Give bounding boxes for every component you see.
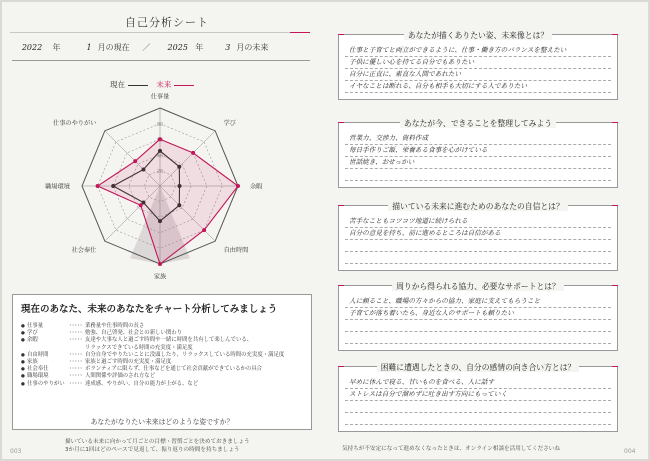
month-now: 1 [86, 43, 92, 52]
answer-line[interactable]: 世話焼き、おせっかい [345, 157, 611, 169]
reflection-box [338, 363, 618, 432]
page-number-right: 004 [624, 448, 636, 455]
series-point [158, 262, 162, 266]
reflection-box-title [339, 30, 617, 41]
answer-line[interactable]: 営業力、交渉力、資料作成 [345, 133, 611, 145]
year-future: 2025 [167, 43, 188, 52]
series-point [191, 151, 195, 155]
answer-line[interactable]: イヤなことは断れる、自分も相手も大切にする人でありたい [345, 81, 611, 93]
month-label-now: 月の現在 [97, 43, 130, 52]
month-label-future: 月の未来 [236, 43, 269, 52]
answer-lines [345, 133, 611, 181]
slash: ／ [142, 43, 151, 52]
category-item-label: ● 家族 [21, 359, 69, 366]
panel-title: 現在のあなた、未来のあなたをチャート分析してみましょう [21, 304, 278, 315]
date-row [14, 42, 310, 53]
leader-dots: ･････ [69, 366, 83, 373]
answer-lines [345, 45, 611, 93]
panel-question: あなたがなりたい未来はどのような姿ですか？ [90, 418, 234, 426]
radar-chart [42, 88, 282, 281]
leader-dots [69, 345, 85, 352]
category-item-desc: ボランティアに限らず、仕事などを通じて社会貢献ができているかの具合 [85, 366, 263, 373]
reflection-box-title [339, 281, 617, 292]
legend-future-line [174, 85, 194, 86]
series-point [96, 184, 100, 188]
category-item-desc: リラックスできている時間の充実度・満足度 [85, 344, 193, 351]
category-item-desc: 家族と過ごす時間の充実度・満足度 [85, 359, 172, 366]
category-item-label: ● 自由時間 [21, 352, 69, 359]
answer-line[interactable]: 自分に正直に、素直な人間であれたい [345, 69, 611, 81]
answer-line[interactable] [345, 169, 611, 181]
year-label: 年 [52, 43, 61, 52]
answer-lines [345, 377, 611, 425]
footer-left [65, 438, 250, 454]
answer-line[interactable]: 自分の意見を持ち、前に進めるところは自信がある [345, 228, 611, 240]
answer-line[interactable]: 早めに休んで寝る、甘いものを食べる、人に話す [345, 377, 611, 389]
category-item [21, 366, 307, 373]
category-item-label: ● 社会奉仕 [21, 366, 69, 373]
answer-line[interactable]: 子供に優しい心を持てる自分でもありたい [345, 57, 611, 69]
answer-line[interactable] [345, 413, 611, 425]
reflection-box [338, 119, 618, 188]
answer-line[interactable]: 子育てが落ち着いたら、身近な人のサポートも頼りたい [345, 308, 611, 320]
legend-future-label: 未来 [156, 80, 172, 89]
answer-line[interactable] [345, 401, 611, 413]
series-point [158, 137, 162, 141]
reflection-box [338, 31, 618, 100]
leader-dots: ･････ [69, 323, 83, 329]
category-item-desc: 自分自身でやりたいことに没頭したり、リラックスしている時間の充実度・満足度 [85, 351, 285, 358]
answer-line[interactable]: 苦手なこともコツコツ地道に続けられる [345, 216, 611, 228]
reflection-box [338, 282, 618, 351]
year-now: 2022 [21, 43, 43, 52]
legend-current-line [128, 85, 148, 86]
category-item [21, 345, 307, 352]
axis-label: 家族 [153, 273, 167, 281]
reflection-box-title [339, 118, 617, 129]
year-label-future: 年 [195, 43, 204, 52]
answer-line[interactable]: 仕事と子育てと両立ができるように、仕事・働き方のバランスを整えたい [345, 45, 611, 57]
category-item-desc: 達成感、やりがい、自分の能力が上がる、など [85, 380, 199, 387]
answer-line[interactable] [345, 332, 611, 344]
workbook-spread [2, 2, 648, 459]
category-item [21, 352, 307, 359]
answer-lines [345, 216, 611, 264]
reflection-box [338, 202, 618, 271]
leader-dots: ･････ [69, 351, 83, 358]
series-point [236, 184, 240, 188]
series-line-future [98, 139, 238, 264]
axis-label: 学び [223, 119, 237, 127]
answer-line[interactable]: 人に頼ること、職場の方々からの協力、家庭に支えてもらうこと [345, 296, 611, 308]
series-point [139, 203, 143, 207]
axis-label: 職場環境 [45, 183, 70, 191]
legend-current-label: 現在 [110, 80, 125, 89]
reflection-box-title-text: あなたが今、できることを整理してみよう [400, 119, 556, 128]
reflection-box-title [339, 201, 617, 212]
category-list [21, 323, 307, 388]
axis-label: 自由時間 [223, 247, 249, 255]
answer-line[interactable] [345, 252, 611, 264]
category-item-desc: 勉強、自己啓発、社会との新しい関わり [85, 330, 183, 337]
category-item-label: ● 仕事量 [21, 323, 69, 330]
leader-dots: ･････ [69, 359, 83, 366]
answer-line[interactable]: 毎日手作りご飯、栄養ある食事を心がけている [345, 145, 611, 157]
reflection-box-title [339, 362, 617, 373]
page-title: 自己分析シート [125, 16, 209, 29]
leader-dots: ･････ [69, 373, 83, 380]
category-item [21, 381, 307, 388]
category-item-desc: 人間関係や評価のされ方など [85, 373, 156, 380]
category-item-label: ● 仕事のやりがい [21, 381, 69, 388]
answer-line[interactable] [345, 320, 611, 332]
reflection-box-title-text: 周りから得られる協力、必要なサポートとは？ [392, 282, 564, 291]
category-item-label: ● 余暇 [21, 337, 69, 344]
reflection-box-title-text: あなたが描くありたい姿、未来像とは？ [404, 31, 552, 40]
reflection-box-title-text: 困難に遭遇したときの、自分の感情の向き合い方とは？ [377, 363, 580, 372]
category-item-desc: 業務量や仕事時間の長さ [85, 323, 145, 329]
answer-line[interactable]: ストレスは自分で溜めずに吐き出す方向にもっていく [345, 389, 611, 401]
category-item-label: ● 学び [21, 330, 69, 337]
category-item [21, 337, 307, 344]
title-divider [10, 32, 310, 33]
category-item [21, 373, 307, 380]
footer-right: 気持ちが不安定になって進めなくなったときは、オンライン相談を活用してくださいね [342, 446, 560, 452]
axis-label: 余暇 [250, 183, 263, 191]
footer-left-line-1: 描いている未来に向かって月ごとの目標・習慣ごとを決めておきましょう [65, 439, 250, 445]
month-future: 3 [225, 43, 231, 52]
leader-dots: ･････ [69, 337, 83, 344]
answer-lines [345, 296, 611, 344]
series-point [133, 159, 137, 163]
footer-left-line-2: 3か月に1回はどのペースで見返して、振り返りの時間を持ちましょう [65, 447, 240, 453]
axis-label: 社会奉仕 [71, 247, 97, 255]
date-rule [12, 60, 310, 61]
analysis-panel [12, 294, 312, 430]
series-point [202, 228, 206, 232]
category-item-desc: 友達や大事な人と過ごす時間や一緒に時間を共有して楽しんでいる、 [85, 337, 253, 344]
reflection-box-title-text: 描いている未来に進むためのあなたの自信とは？ [388, 202, 568, 211]
scale-label: 80 [156, 122, 164, 129]
leader-dots: ･････ [69, 380, 83, 387]
axis-label: 仕事のやりがい [53, 119, 97, 127]
page-number-left: 003 [10, 448, 22, 455]
category-item-label: ● 職場環境 [21, 373, 69, 380]
axis-label: 仕事量 [150, 93, 170, 101]
leader-dots: ･････ [69, 330, 83, 337]
answer-line[interactable] [345, 240, 611, 252]
